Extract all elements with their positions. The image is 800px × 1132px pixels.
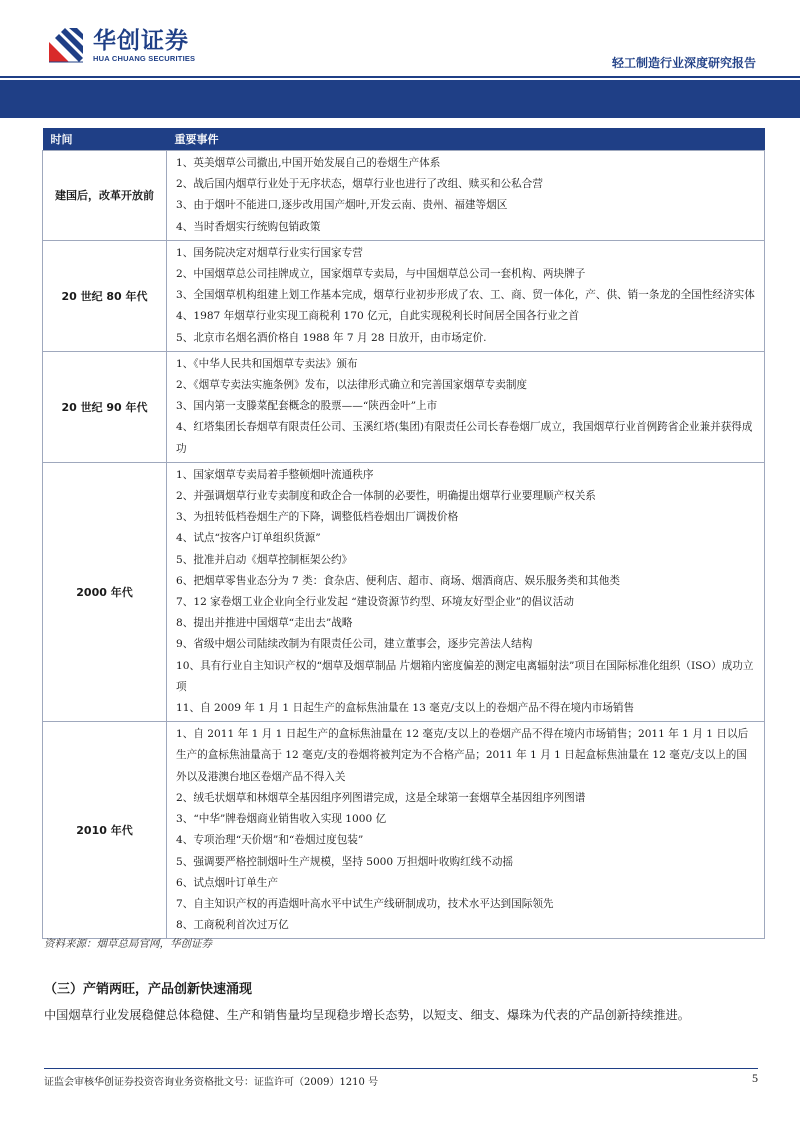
event-item: 3、“中华”牌卷烟商业销售收入实现 1000 亿 <box>176 813 387 826</box>
table-row <box>43 351 765 462</box>
event-item: 8、提出并推进中国烟草“走出去”战略 <box>176 617 353 630</box>
events-cell <box>167 722 765 939</box>
source-note: 资料来源：烟草总局官网，华创证券 <box>44 938 212 950</box>
table-row <box>43 722 765 939</box>
event-item: 3、由于烟叶不能进口,逐步改用国产烟叶,开发云南、贵州、福建等烟区 <box>176 199 508 212</box>
page-number: 5 <box>752 1071 758 1085</box>
event-item: 5、北京市名烟名酒价格自 1988 年 7 月 28 日放开，由市场定价. <box>176 331 487 344</box>
event-item: 2、战后国内烟草行业处于无序状态，烟草行业也进行了改组、赎买和公私合营 <box>176 178 543 191</box>
footer-license: 证监会审核华创证券投资咨询业务资格批文号：证监许可（2009）1210 号 <box>44 1077 379 1088</box>
event-item: 4、1987 年烟草行业实现工商税利 170 亿元，自此实现税利长时间居全国各行业之首 <box>176 310 580 323</box>
section-paragraph: 中国烟草行业发展稳健总体稳健、生产和销售量均呈现稳步增长态势，以短支、细支、爆珠为代表的产品创新持续推进。 <box>44 1008 690 1022</box>
event-item: 4、当时香烟实行统购包销政策 <box>176 220 321 233</box>
event-item: 4、试点“按客户订单组织货源” <box>176 532 321 545</box>
logo-mark-icon <box>45 24 87 66</box>
event-item: 4、专项治理“天价烟”和“卷烟过度包装” <box>176 834 364 847</box>
company-logo <box>45 24 195 66</box>
events-cell <box>167 240 765 351</box>
events-cell <box>167 351 765 462</box>
event-item: 9、省级中烟公司陆续改制为有限责任公司，建立董事会，逐步完善法人结构 <box>176 638 533 651</box>
event-item: 8、工商税利首次过万亿 <box>176 919 289 932</box>
logo-english-name: HUA CHUANG SECURITIES <box>93 53 196 63</box>
event-item: 11、自 2009 年 1 月 1 日起生产的盒标焦油量在 13 毫克/支以上的卷烟产品不得在境内市场销售 <box>176 702 635 715</box>
events-table-container <box>42 128 765 939</box>
event-item: 1、国家烟草专卖局着手整顿烟叶流通秩序 <box>176 468 374 481</box>
section-title: （三）产销两旺，产品创新快速涌现 <box>44 982 253 997</box>
period-cell: 2010 年代 <box>43 722 167 939</box>
events-cell <box>167 462 765 721</box>
header-events: 重要事件 <box>167 128 765 151</box>
event-item: 2、《烟草专卖法实施条例》发布，以法律形式确立和完善国家烟草专卖制度 <box>176 379 528 392</box>
event-item: 3、国内第一支滕菜配套概念的股票——“陕西金叶”上市 <box>176 400 438 413</box>
period-cell: 20 世纪 80 年代 <box>43 240 167 351</box>
event-item: 7、12 家卷烟工业企业向全行业发起 “建设资源节约型、环境友好型企业”的倡议活动 <box>176 596 574 609</box>
event-item: 1、自 2011 年 1 月 1 日起生产的盒标焦油量在 12 毫克/支以上的卷烟产品不得在境内市场销售；2011 年 1 月 1 日以后生产的盒标焦油量高于 12 毫克/支的卷烟将被判定为不合格产品；2011 年 1 月 1 日起盒标焦油量在 12 毫克/支以上的国外以及港澳台地区卷烟产品不得入关 <box>176 728 749 783</box>
event-item: 2、中国烟草总公司挂牌成立，国家烟草专卖局，与中国烟草总公司一套机构、两块牌子 <box>176 268 586 281</box>
event-item: 6、试点烟叶订单生产 <box>176 876 279 889</box>
period-cell: 20 世纪 90 年代 <box>43 351 167 462</box>
header-divider <box>0 76 800 78</box>
page-header <box>0 0 800 120</box>
event-item: 3、为扭转低档卷烟生产的下降，调整低档卷烟出厂调拨价格 <box>176 511 459 524</box>
events-table <box>42 128 765 939</box>
header-band <box>0 80 800 118</box>
header-time: 时间 <box>43 128 167 151</box>
event-item: 2、绒毛状烟草和林烟草全基因组序列图谱完成，这是全球第一套烟草全基因组序列图谱 <box>176 791 586 804</box>
event-item: 5、批准并启动《烟草控制框架公约》 <box>176 553 353 566</box>
period-cell: 建国后，改革开放前 <box>43 151 167 241</box>
event-item: 1、国务院决定对烟草行业实行国家专营 <box>176 246 363 259</box>
event-item: 1、《中华人民共和国烟草专卖法》颁布 <box>176 357 358 370</box>
event-item: 7、自主知识产权的再造烟叶高水平中试生产线研制成功，技术水平达到国际领先 <box>176 897 554 910</box>
event-item: 3、全国烟草机构组建上划工作基本完成，烟草行业初步形成了农、工、商、贸一体化，产、供、销一条龙的全国性经济实体 <box>176 289 755 302</box>
event-item: 10、具有行业自主知识产权的“烟草及烟草制品 片烟箱内密度偏差的测定电离辐射法”项目在国际标准化组织（ISO）成功立项 <box>176 659 754 693</box>
table-header-row <box>43 128 765 151</box>
logo-chinese-name: 华创证券 <box>93 27 189 54</box>
table-row <box>43 462 765 721</box>
event-item: 1、英美烟草公司撤出,中国开始发展自己的卷烟生产体系 <box>176 157 441 169</box>
report-title: 轻工制造行业深度研究报告 <box>611 56 756 70</box>
table-row <box>43 151 765 241</box>
period-cell: 2000 年代 <box>43 462 167 721</box>
event-item: 4、红塔集团长春烟草有限责任公司、玉溪红塔(集团)有限责任公司长春卷烟厂成立，我国烟草行业首例跨省企业兼并获得成功 <box>176 421 753 455</box>
events-cell <box>167 151 765 241</box>
footer-divider <box>44 1068 758 1069</box>
event-item: 5、强调要严格控制烟叶生产规模，坚持 5000 万担烟叶收购红线不动摇 <box>176 855 514 868</box>
event-item: 2、并强调烟草行业专卖制度和政企合一体制的必要性，明确提出烟草行业要理顺产权关系 <box>176 490 596 503</box>
event-item: 6、把烟草零售业态分为 7 类：食杂店、便利店、超市、商场、烟酒商店、娱乐服务类和其他类 <box>176 574 620 587</box>
table-row <box>43 240 765 351</box>
table-body <box>43 151 765 939</box>
